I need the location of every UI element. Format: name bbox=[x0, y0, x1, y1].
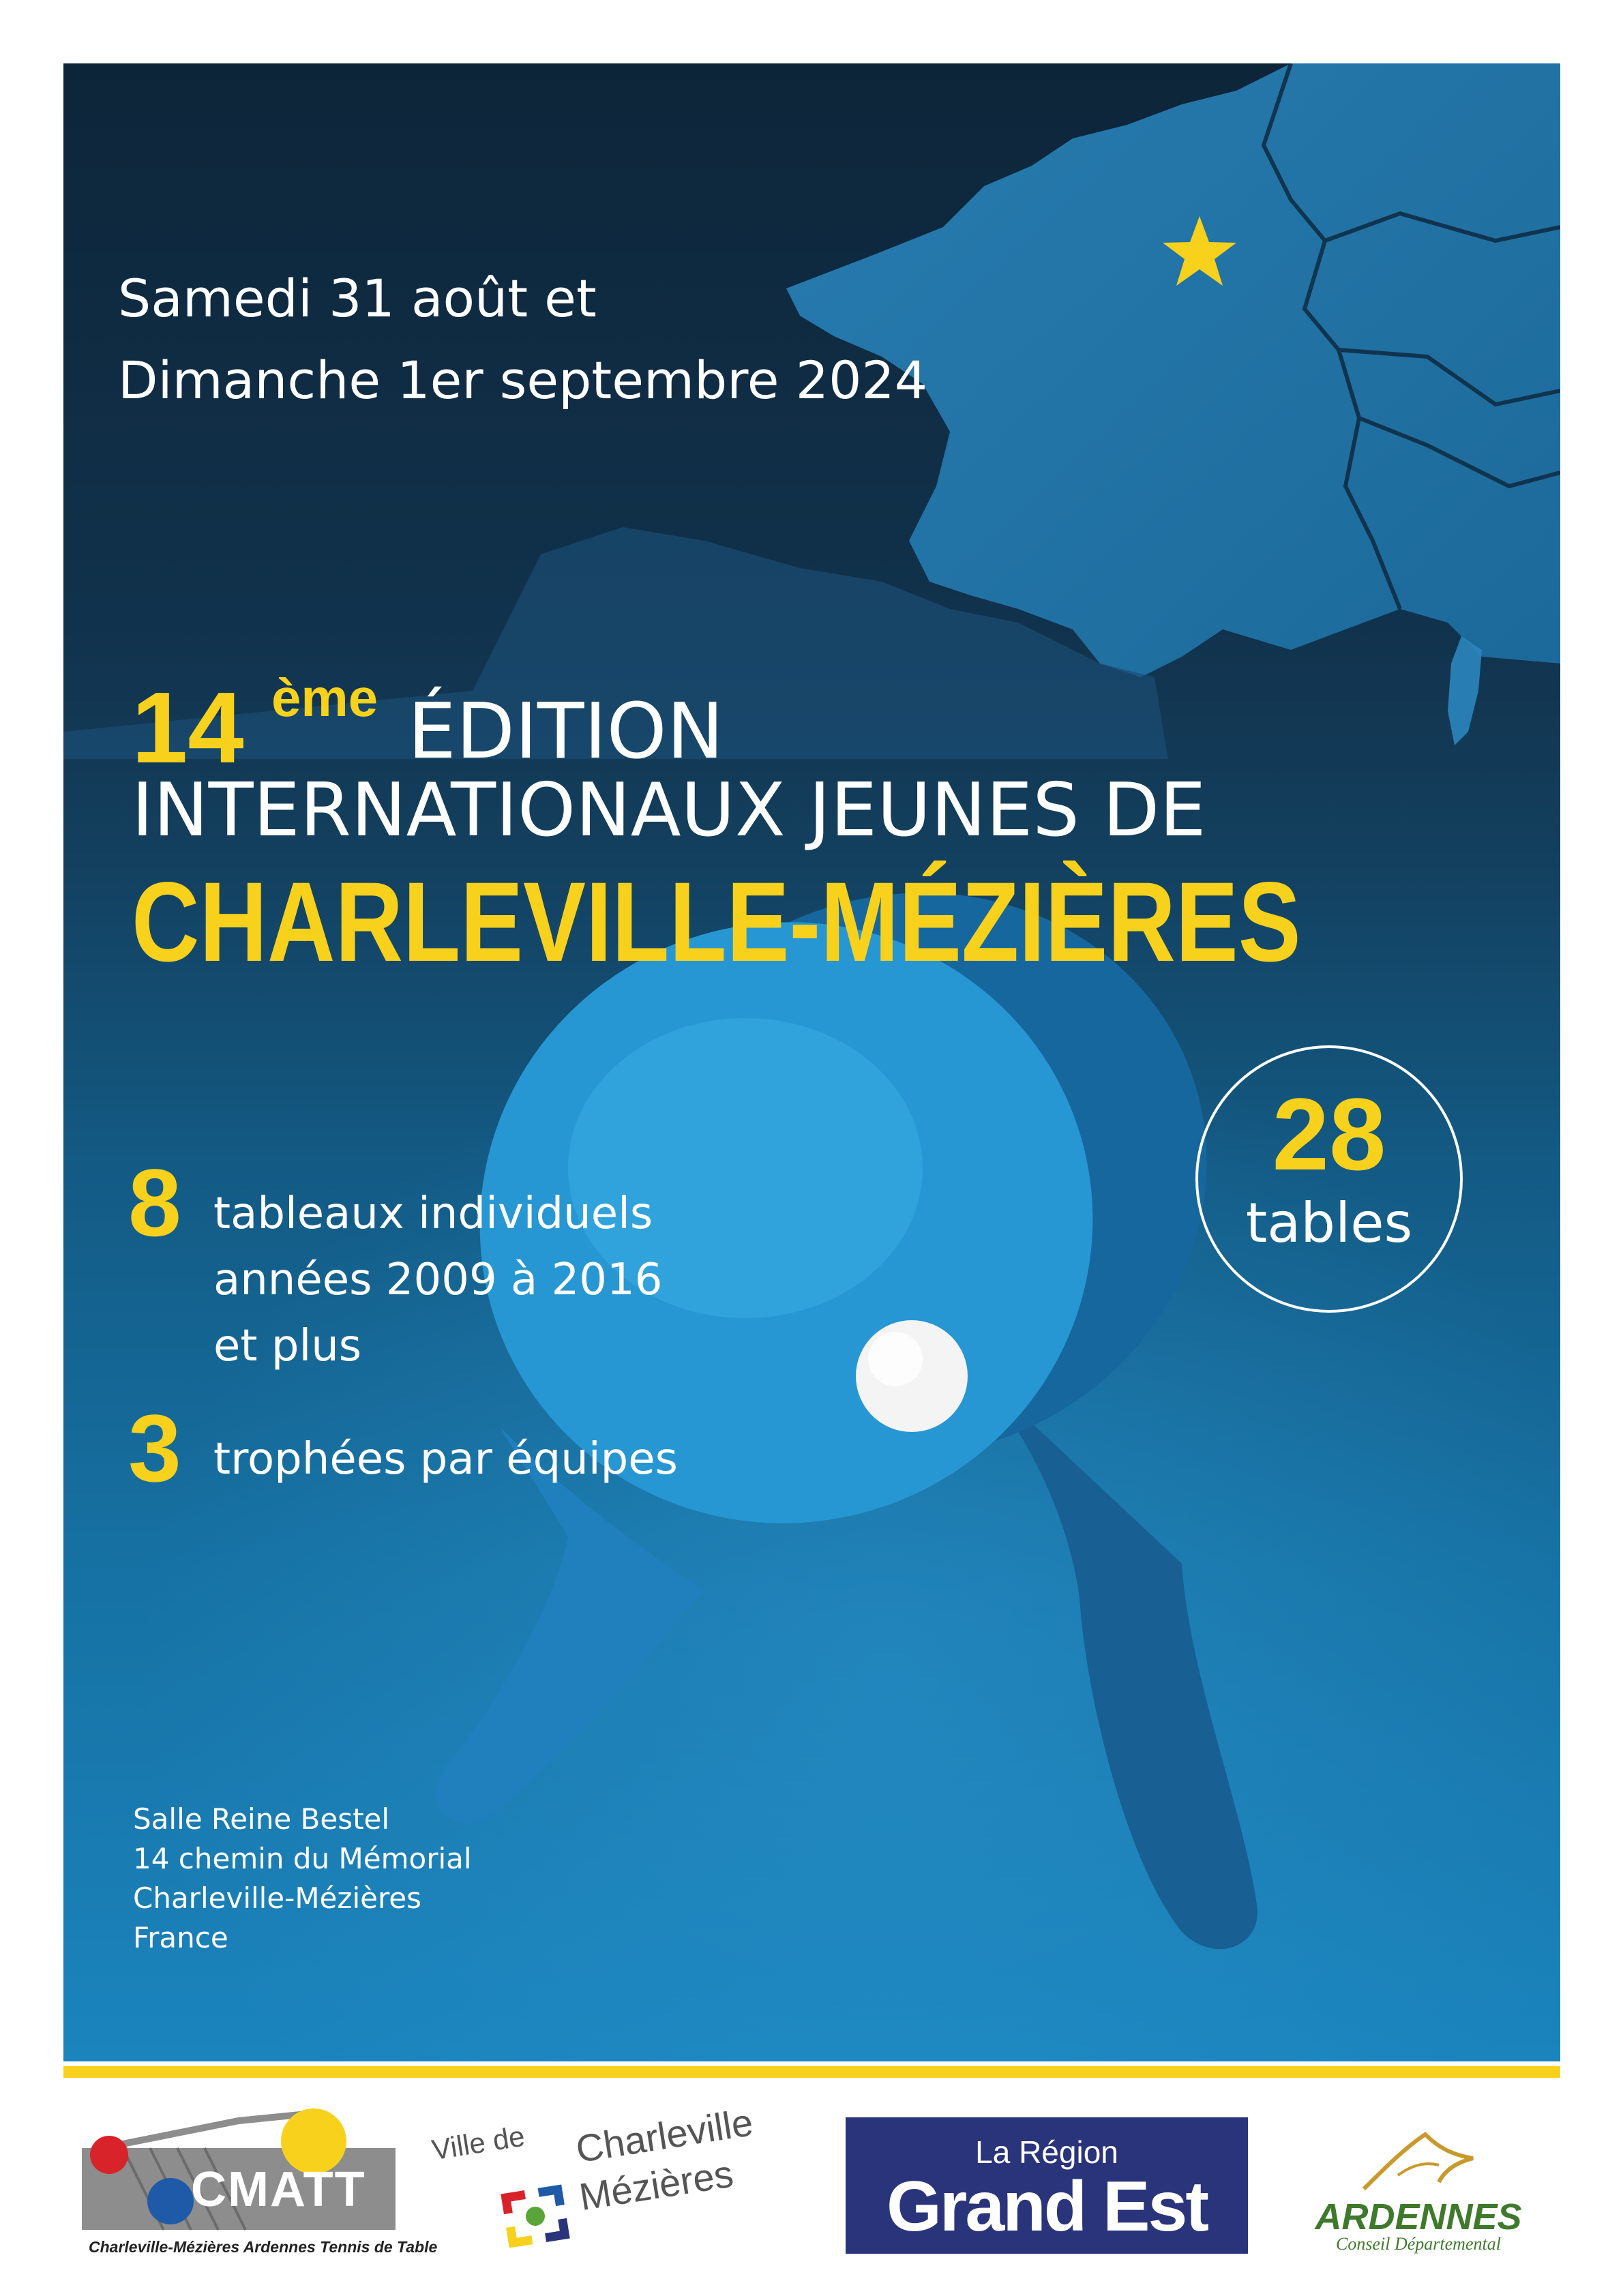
tables-count: 28 bbox=[1272, 1077, 1386, 1191]
trophees-count: 3 bbox=[128, 1395, 181, 1502]
cmatt-caption: Charleville-Mézières Ardennes Tennis de Table bbox=[89, 2238, 438, 2256]
address-line: France bbox=[133, 1921, 228, 1954]
tables-badge bbox=[1195, 1045, 1463, 1313]
tableaux-label-line: et plus bbox=[213, 1321, 362, 1371]
edition-word: ÉDITION bbox=[408, 687, 724, 776]
ville-emblem-icon bbox=[498, 2179, 573, 2254]
ardennes-emblem-icon bbox=[1357, 2128, 1480, 2196]
event-title: INTERNATIONAUX JEUNES DE bbox=[132, 768, 1206, 853]
tableaux-label-line: tableaux individuels bbox=[213, 1189, 653, 1239]
tableaux-count: 8 bbox=[128, 1149, 181, 1256]
date-line-2: Dimanche 1er septembre 2024 bbox=[118, 350, 928, 411]
region-label: La Région bbox=[975, 2134, 1118, 2170]
edition-suffix: ème bbox=[271, 668, 378, 728]
address-line: Charleville-Mézières bbox=[133, 1881, 422, 1915]
poster bbox=[63, 63, 1560, 2061]
address-line: Salle Reine Bestel bbox=[133, 1802, 390, 1836]
date-line-1: Samedi 31 août et bbox=[118, 268, 597, 329]
ville-name-line: Mézières bbox=[576, 2151, 736, 2219]
ville-name-line: Charleville bbox=[573, 2100, 756, 2171]
address-line: 14 chemin du Mémorial bbox=[133, 1842, 472, 1875]
corsica-shape bbox=[1448, 636, 1482, 745]
ardennes-subtitle: Conseil Départemental bbox=[1336, 2234, 1501, 2254]
edition-number: 14 bbox=[132, 672, 244, 784]
region-grand-est-logo bbox=[846, 2117, 1248, 2254]
ville-logo bbox=[423, 2100, 805, 2257]
ardennes-logo bbox=[1296, 2128, 1541, 2257]
tableaux-label-line: années 2009 à 2016 bbox=[213, 1255, 663, 1305]
ping-pong-ball bbox=[856, 1320, 968, 1432]
trophees-label: trophées par équipes bbox=[213, 1434, 678, 1485]
ville-prefix: Ville de bbox=[430, 2119, 527, 2166]
ardennes-name: ARDENNES bbox=[1315, 2196, 1522, 2237]
tables-label: tables bbox=[1245, 1191, 1413, 1255]
footer-divider bbox=[63, 2066, 1560, 2078]
city-name: CHARLEVILLE-MÉZIÈRES bbox=[132, 859, 1301, 985]
cmatt-logo bbox=[82, 2107, 438, 2261]
cmatt-name: CMATT bbox=[191, 2162, 366, 2217]
region-name: Grand Est bbox=[887, 2167, 1207, 2246]
